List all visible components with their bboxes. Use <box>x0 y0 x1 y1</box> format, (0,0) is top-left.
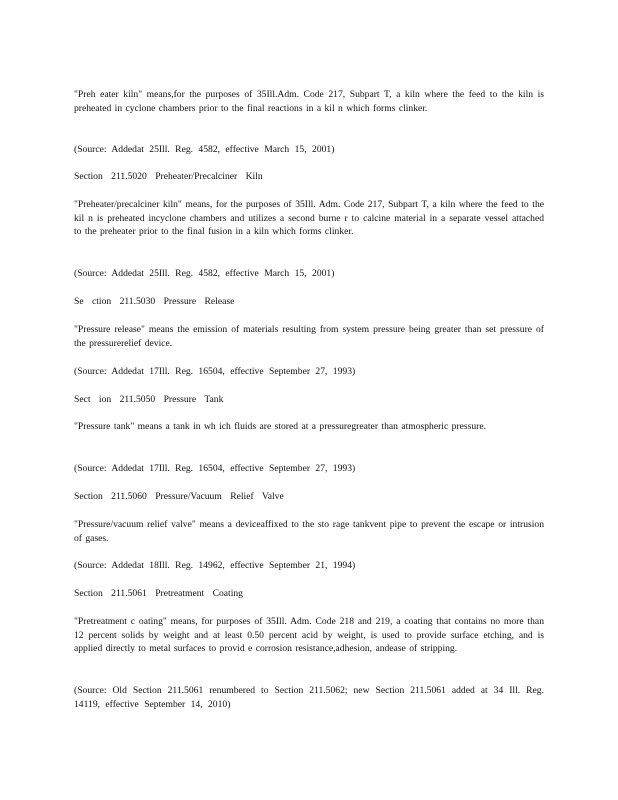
source-note: (Source: Addedat 17Ill. Reg. 16504, effective September 27, 1993) <box>74 366 356 377</box>
section-heading: Se ction 211.5030 Pressure Release <box>74 296 235 307</box>
definition-preheater-kiln: "Preh eater kiln" means,for the purposes of 35Ill.Adm. Code 217, Subpart T, a kiln where the feed to the kiln is preheated in cyclone chambers prior to the final reactions in a kil n which forms clinker. <box>74 89 544 114</box>
definition-pressure-tank: "Pressure tank" means a tank in wh ich fluids are stored at a pressuregreater than atmospheric pressure. <box>74 421 486 432</box>
section-heading: Section 211.5020 Preheater/Precalciner Kiln <box>74 171 263 182</box>
definition-pretreatment-coating: "Pretreatment c oating" means, for purposes of 35Ill. Adm. Code 218 and 219, a coating that contains no more than 12 percent solids by weight and at least 0.50 percent acid by weight, is used to provide surface etching, and is applied directly to metal surfaces to provid e corrosion resistance,adhesion, andease of stripping. <box>74 616 544 655</box>
source-note: (Source: Addedat 17Ill. Reg. 16504, effective September 27, 1993) <box>74 463 356 474</box>
definition-pressure-release: "Pressure release" means the emission of materials resulting from system pressure being greater than set pressure of the pressurerelief device. <box>74 324 544 349</box>
source-note: (Source: Addedat 25Ill. Reg. 4582, effective March 15, 2001) <box>74 144 335 155</box>
source-note: (Source: Addedat 18Ill. Reg. 14962, effective September 21, 1994) <box>74 560 356 571</box>
source-note: (Source: Addedat 25Ill. Reg. 4582, effective March 15, 2001) <box>74 268 335 279</box>
section-heading: Section 211.5061 Pretreatment Coating <box>74 588 243 599</box>
source-note: (Source: Old Section 211.5061 renumbered to Section 211.5062; new Section 211.5061 added at 34 Ill. Reg. 14119, effective September 14, 2010) <box>74 685 544 710</box>
definition-pressure-vacuum-relief-valve: "Pressure/vacuum relief valve" means a deviceaffixed to the sto rage tankvent pipe to prevent the escape or intrusion of gases. <box>74 519 544 544</box>
section-heading: Section 211.5060 Pressure/Vacuum Relief Valve <box>74 491 284 502</box>
section-heading: Sect ion 211.5050 Pressure Tank <box>74 394 224 405</box>
definition-preheater-precalciner-kiln: "Preheater/precalciner kiln" means, for the purposes of 35Ill. Adm. Code 217, Subpart T, a kiln where the feed to the kil n is preheated incyclone chambers and utilizes a second burne r to calcine material in a separate vessel attached to the preheater prior to the final fusion in a kiln which forms clinker. <box>74 199 544 238</box>
